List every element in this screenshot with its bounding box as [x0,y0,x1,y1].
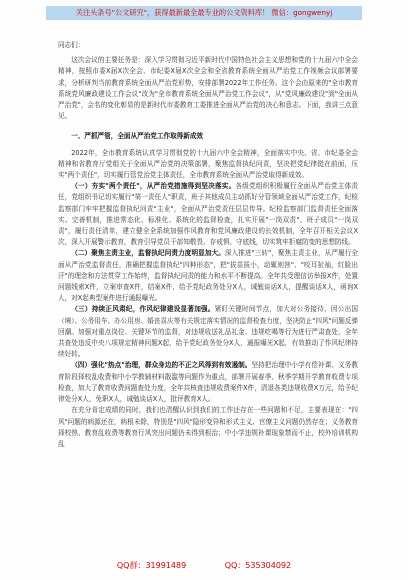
point-4-paragraph [58,360,358,405]
qq-contact-text: QQ：535304092 [224,561,292,570]
intro-paragraph: 这次会议的主要任务是：深入学习贯彻习近平新时代中国特色社会主义思想和党的十九届六中全会精神，按照市委X届X次全会、市纪委X届X次全会和全省教育系统全面从严治党工作视频会议部署要求，分析研判当前教育系统全面从严治党形势，安排部署2022年工作任务。这个会由原来的"全市教育系统党风廉政建设工作会议"改为"全市教育系统全面从严治党工作会议"，从"党风廉政建设"到"全面从严治党"，会名的变化彰显的是新时代市委教育工委推进全面从严治党的决心和意志。下面，我讲三点意见。 [58,56,358,121]
point-4-title: （四）强化"热点"治理，群众身边的不正之风得到有效遏制。 [71,361,252,370]
point-3-title: （三）持续正风肃纪，作风纪律建设显著加强。 [71,305,215,314]
closing-paragraph: 在充分肯定成绩的同时，我们也清醒认识到我们的工作还存在一些问题和不足，主要表现在："四风"问题的病源还在，病根未除，特别是"四风"隐形变异和形式主义、官僚主义问题仍然存在；义务教育择校热、教育乱收费等教育行风突出问题仍未得到根治；中小学违规补课现象禁而不止，校外培训机构乱 [58,406,358,448]
point-1-text: 各级党组织积极履行全面从严治党主体责任，党组织书记切实履行"第一责任人"职责，班子其他成员主动抓好分管领域全面从严治党工作，纪检监察部门牢牢把握监督执纪问责"主业"，全面从严治党责任层层传导。纪检监察部门监督责任全面落实。完善机制，推进常态化、标准化、系统化的监督检查，扎实开展"一岗双责"、班子成员"一岗双责"，履行责任清单，建立健全全系统加强作风教育和党风廉政建设的长效机制，全年召开相关会议X次，深入开展警示教育，教育引导党员干部知敬畏、存戒惧、守底线，切实筑牢拒腐防变的思想防线。 [58,182,359,247]
salutation: 同志们： [58,41,85,49]
section-1-intro: 2022年，全市教育系统认真学习贯彻党的十九届六中全会精神，全面落实中央、省、市纪委全会精神和省教育厅党组关于全面从严治党的决策部署，聚焦监督执纪问责，坚决把党纪律挺在前面，压实"两个责任"，切实履行管党治党主体责任，全市教育系统全面从严治党取得新成效。 [58,148,358,180]
document-body [58,40,358,450]
point-3-text: 紧盯关键时间节点，加大对公务接待、因公出国（境）、公务用车、办公用房、婚丧喜庆等有关规定落实情况的监督检查力度，坚决防止"四风"问题反弹回潮。加强对重点岗位、关键环节的监督，对违规收送礼品礼金、违规吃喝等行为进行严肃查处，全年共查处违反中央八项规定精神问题X起，给予党纪政务处分X人，通报曝光X起，有效推动了作风纪律持续好转。 [58,305,359,359]
point-2-paragraph [58,248,358,304]
promo-banner: 关注头条号"公文研究"，获得最新最全最专业的公文资料库！ 微信：gongwenyj [46,6,362,20]
section-heading-1: 一、严抓严管，全面从严治党工作取得新成效 [71,132,204,141]
point-2-title: （二）聚焦主责主业，监督执纪问责力度明显加大。 [71,249,225,258]
point-2-text: 深入推进"三转"，聚焦主责主业，从严履行全面从严治党监督责任，准确把握监督执纪"四种形态"，把"拔苗拔小，动辄则咎"、"咬耳扯袖，红脸出汗"的理念和方法贯穿工作始终，监督执纪问责的能力和水平不断提高。全年共受理信访举报X件，处置问题线索X件，立案审查X件，结案X件，给予党纪政务处分X人，诫勉谈话X人，提醒谈话X人，函询X人，对X起典型案件进行通报曝光。 [58,249,358,303]
point-4-text: 坚持把治理中小学有偿补课、义务教育阶段择校乱收费和中小学教辅材料散滥等问题作为重点，部署开展春季、秋季学期开学教育收费专项检查，加大了教育收费问题查处力度，全年共核查违规收费案件X件，清退各类违规收费X万元，给予纪律处分X人，免职X人，诫勉谈话X人，批评教育X人。 [58,361,358,404]
qq-group-text: QQ群：31991489 [116,561,187,570]
point-1-title: （一）夯实"两个责任"，从严治党措施得到坚决落实。 [71,182,236,191]
point-3-paragraph [58,304,358,360]
contact-footer [0,559,408,573]
point-1-paragraph [58,181,358,248]
